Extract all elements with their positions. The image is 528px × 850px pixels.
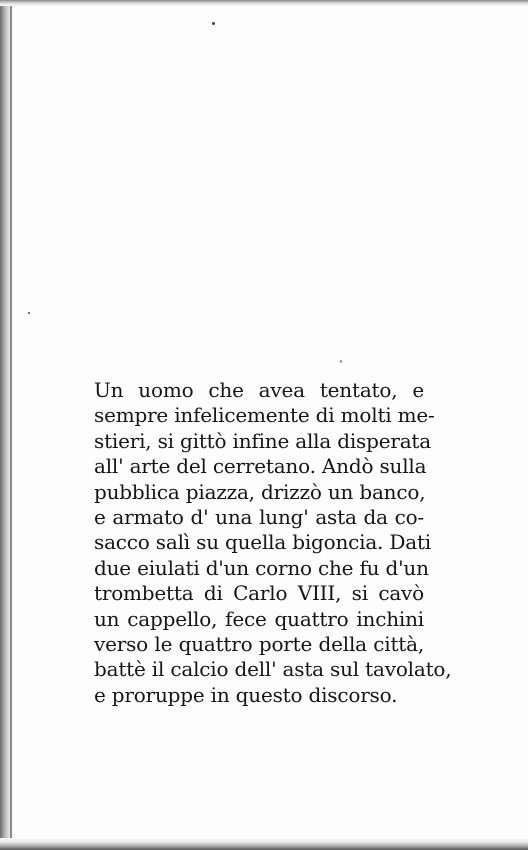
ink-speck bbox=[28, 312, 30, 314]
text-line: un cappello, fece quattro inchini bbox=[94, 606, 424, 631]
page-binding-line bbox=[10, 0, 12, 850]
text-line: stieri, si gittò infine alla disperata bbox=[94, 428, 431, 453]
page-bottom-edge bbox=[0, 838, 528, 850]
text-line: due eiulati d'un corno che fu d'un bbox=[94, 555, 429, 580]
ink-speck bbox=[212, 22, 215, 25]
text-line: e proruppe in questo discorso. bbox=[94, 682, 398, 707]
text-line: all' arte del cerretano. Andò sulla bbox=[94, 454, 427, 479]
text-line: sempre infelicemente di molti me- bbox=[94, 403, 435, 428]
text-line: pubblica piazza, drizzò un banco, bbox=[94, 479, 426, 504]
ink-speck bbox=[340, 360, 342, 363]
text-line: Un uomo che avea tentato, e bbox=[94, 378, 424, 402]
text-line: e armato d' una lung' asta da co- bbox=[94, 505, 424, 530]
text-line: verso le quattro porte della città, bbox=[94, 632, 424, 657]
text-line: battè il calcio dell' asta sul tavolato, bbox=[94, 657, 452, 682]
text-line: sacco salì su quella bigoncia. Dati bbox=[94, 530, 431, 555]
page-top-edge bbox=[0, 0, 528, 6]
text-line: trombetta di Carlo VIII, si cavò bbox=[94, 581, 424, 606]
body-paragraph bbox=[94, 378, 452, 708]
